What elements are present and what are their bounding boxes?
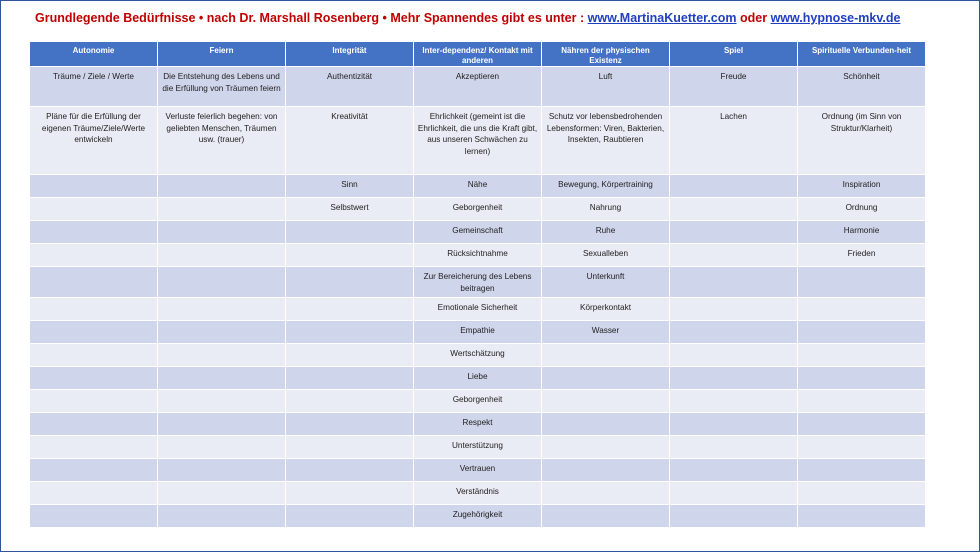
table-cell: Inspiration	[798, 175, 926, 198]
table-cell	[158, 244, 286, 267]
table-row	[30, 221, 926, 244]
table-cell: Geborgenheit	[414, 390, 542, 413]
table-cell	[798, 390, 926, 413]
table-cell: Zugehörigkeit	[414, 505, 542, 528]
table-cell	[158, 482, 286, 505]
table-cell	[798, 367, 926, 390]
header-cell: Nähren der physischen Existenz	[542, 42, 670, 67]
table-row	[30, 67, 926, 107]
table-cell	[670, 344, 798, 367]
table-cell	[158, 505, 286, 528]
link-martinakuetter[interactable]: www.MartinaKuetter.com	[587, 11, 737, 25]
table-cell: Verluste feierlich begehen: von geliebten Menschen, Träumen usw. (trauer)	[158, 107, 286, 175]
table-cell	[670, 505, 798, 528]
table-cell: Schönheit	[798, 67, 926, 107]
table-cell	[542, 367, 670, 390]
table-cell	[798, 413, 926, 436]
table-cell: Pläne für die Erfüllung der eigenen Träume/Ziele/Werte entwickeln	[30, 107, 158, 175]
table-cell: Nahrung	[542, 198, 670, 221]
table-row	[30, 267, 926, 298]
table-cell: Schutz vor lebensbedrohenden Lebensformen: Viren, Bakterien, Insekten, Raubtieren	[542, 107, 670, 175]
table-cell: Unterstützung	[414, 436, 542, 459]
table-cell	[798, 321, 926, 344]
table-cell: Emotionale Sicherheit	[414, 298, 542, 321]
table-cell	[286, 244, 414, 267]
header-cell: Spiel	[670, 42, 798, 67]
table-cell: Körperkontakt	[542, 298, 670, 321]
table-row	[30, 198, 926, 221]
table-cell	[30, 298, 158, 321]
table-cell	[286, 321, 414, 344]
table-cell: Ruhe	[542, 221, 670, 244]
table-cell	[30, 413, 158, 436]
table-cell	[158, 321, 286, 344]
table-cell	[286, 267, 414, 298]
header-cell: Feiern	[158, 42, 286, 67]
table-cell	[158, 175, 286, 198]
table-row	[30, 505, 926, 528]
table-cell	[798, 344, 926, 367]
table-cell: Respekt	[414, 413, 542, 436]
table-cell	[286, 482, 414, 505]
table-cell	[158, 459, 286, 482]
table-cell	[286, 390, 414, 413]
table-cell: Zur Bereicherung des Lebens beitragen	[414, 267, 542, 298]
table-cell	[286, 298, 414, 321]
table-cell	[158, 267, 286, 298]
table-cell: Wasser	[542, 321, 670, 344]
needs-table	[29, 41, 926, 528]
table-cell	[542, 459, 670, 482]
table-cell: Geborgenheit	[414, 198, 542, 221]
table-cell: Empathie	[414, 321, 542, 344]
table-cell: Nähe	[414, 175, 542, 198]
table-cell: Authentizität	[286, 67, 414, 107]
table-row	[30, 367, 926, 390]
table-cell	[30, 482, 158, 505]
table-row	[30, 459, 926, 482]
table-cell	[286, 221, 414, 244]
table-cell	[670, 321, 798, 344]
table-cell	[30, 459, 158, 482]
table-cell: Träume / Ziele / Werte	[30, 67, 158, 107]
table-cell	[542, 505, 670, 528]
table-cell: Akzeptieren	[414, 67, 542, 107]
table-cell: Wertschätzung	[414, 344, 542, 367]
table-cell: Selbstwert	[286, 198, 414, 221]
table-cell: Freude	[670, 67, 798, 107]
table-cell	[30, 321, 158, 344]
table-cell	[798, 298, 926, 321]
table-row	[30, 390, 926, 413]
table-cell	[798, 459, 926, 482]
table-row	[30, 413, 926, 436]
table-body	[30, 67, 926, 528]
table-cell	[30, 367, 158, 390]
link-hypnose-mkv[interactable]: www.hypnose-mkv.de	[770, 11, 901, 25]
table-row	[30, 244, 926, 267]
table-row	[30, 436, 926, 459]
table-cell	[158, 344, 286, 367]
table-cell	[670, 390, 798, 413]
table-cell	[542, 436, 670, 459]
table-cell	[670, 413, 798, 436]
table-cell: Ehrlichkeit (gemeint ist die Ehrlichkeit, die uns die Kraft gibt, aus unseren Schwächen zu lernen)	[414, 107, 542, 175]
table-cell: Kreativität	[286, 107, 414, 175]
table-cell: Rücksichtnahme	[414, 244, 542, 267]
table-cell	[670, 267, 798, 298]
table-cell: Unterkunft	[542, 267, 670, 298]
table-cell: Sinn	[286, 175, 414, 198]
table-cell	[798, 505, 926, 528]
table-cell: Ordnung	[798, 198, 926, 221]
table-cell	[670, 244, 798, 267]
table-cell: Bewegung, Körpertraining	[542, 175, 670, 198]
table-cell	[30, 267, 158, 298]
table-cell: Liebe	[414, 367, 542, 390]
table-cell	[30, 244, 158, 267]
table-cell: Die Entstehung des Lebens und die Erfüllung von Träumen feiern	[158, 67, 286, 107]
table-cell	[30, 436, 158, 459]
table-row	[30, 107, 926, 175]
header-cell: Integrität	[286, 42, 414, 67]
table-row	[30, 344, 926, 367]
table-cell	[670, 482, 798, 505]
table-cell: Frieden	[798, 244, 926, 267]
table-cell	[670, 175, 798, 198]
table-cell	[30, 175, 158, 198]
table-cell	[158, 367, 286, 390]
table-cell	[798, 436, 926, 459]
header-row	[30, 42, 926, 67]
table-cell	[542, 390, 670, 413]
table-cell	[30, 221, 158, 244]
table-cell	[798, 482, 926, 505]
header-cell: Inter-dependenz/ Kontakt mit anderen	[414, 42, 542, 67]
table-cell	[542, 413, 670, 436]
header-cell: Spirituelle Verbunden-heit	[798, 42, 926, 67]
table-cell	[670, 436, 798, 459]
table-cell: Lachen	[670, 107, 798, 175]
table-cell	[286, 436, 414, 459]
table-cell	[30, 505, 158, 528]
page-title	[35, 11, 900, 25]
table-cell: Vertrauen	[414, 459, 542, 482]
table-cell	[158, 198, 286, 221]
table-cell: Gemeinschaft	[414, 221, 542, 244]
table-cell	[670, 459, 798, 482]
table-cell	[670, 367, 798, 390]
table-cell: Luft	[542, 67, 670, 107]
table-cell	[286, 505, 414, 528]
table-cell: Harmonie	[798, 221, 926, 244]
table-cell	[158, 221, 286, 244]
table-cell	[158, 390, 286, 413]
table-cell	[286, 459, 414, 482]
table-cell	[670, 298, 798, 321]
table-cell	[542, 344, 670, 367]
table-cell	[670, 198, 798, 221]
header-cell: Autonomie	[30, 42, 158, 67]
table-cell	[286, 367, 414, 390]
table-cell	[286, 344, 414, 367]
title-text: Grundlegende Bedürfnisse • nach Dr. Marshall Rosenberg • Mehr Spannendes gibt es unter :	[35, 11, 585, 25]
table-cell	[158, 298, 286, 321]
table-cell	[158, 413, 286, 436]
table-cell	[30, 198, 158, 221]
table-cell	[798, 267, 926, 298]
table-cell	[158, 436, 286, 459]
table-cell	[542, 482, 670, 505]
table-cell: Verständnis	[414, 482, 542, 505]
table-row	[30, 298, 926, 321]
table-row	[30, 321, 926, 344]
title-connector: oder	[739, 11, 768, 25]
table-cell: Ordnung (im Sinn von Struktur/Klarheit)	[798, 107, 926, 175]
table-row	[30, 482, 926, 505]
table-cell: Sexualleben	[542, 244, 670, 267]
table-row	[30, 175, 926, 198]
table-cell	[30, 344, 158, 367]
table-cell	[30, 390, 158, 413]
table-cell	[286, 413, 414, 436]
table-cell	[670, 221, 798, 244]
